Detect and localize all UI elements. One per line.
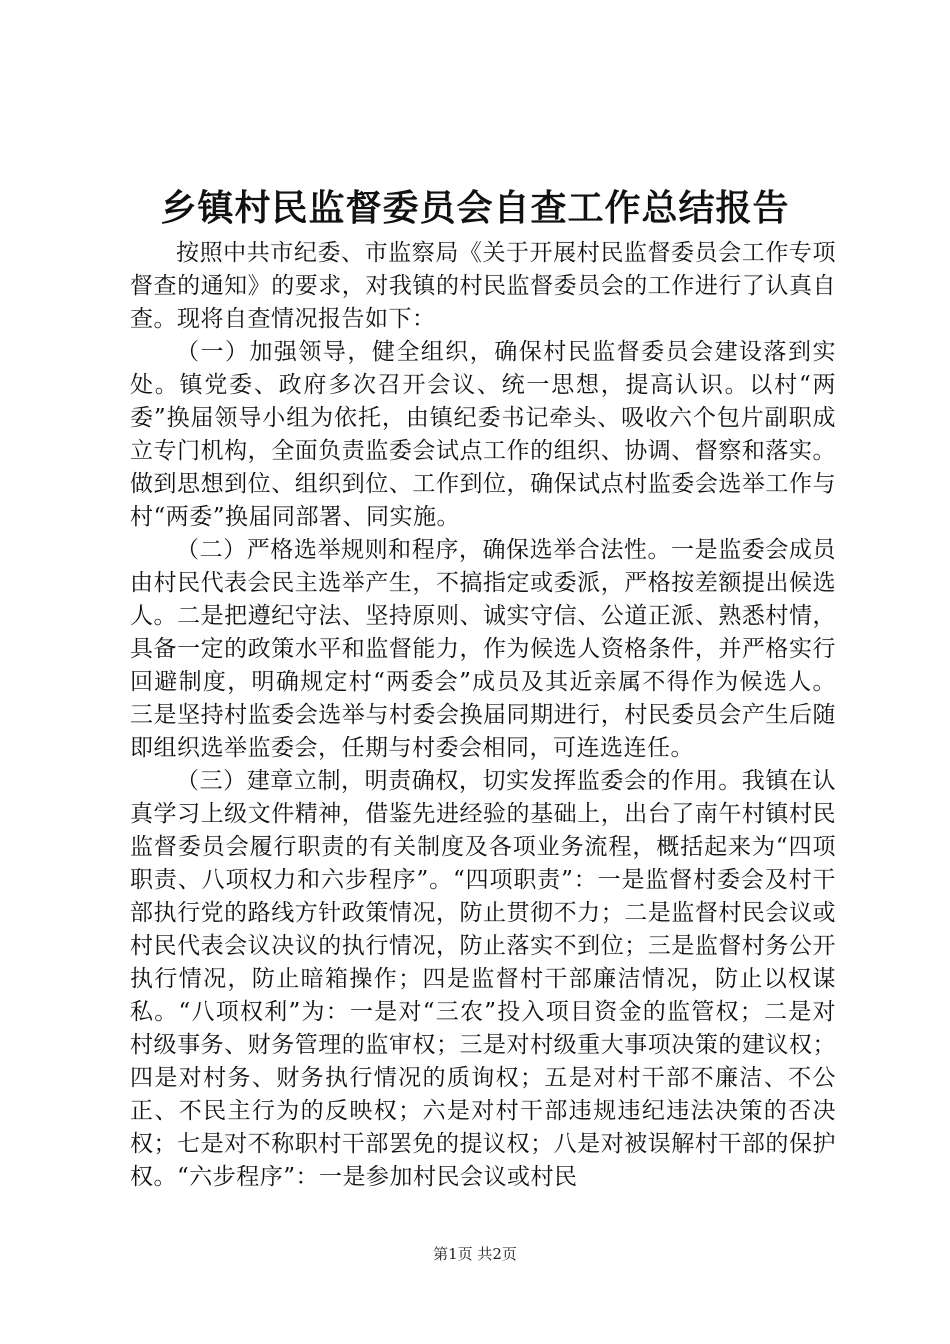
document-body — [130, 237, 836, 1194]
paragraph-section-1: （一）加强领导，健全组织，确保村民监督委员会建设落到实处。镇党委、政府多次召开会议、统一思想，提高认识。以村“两委”换届领导小组为依托，由镇纪委书记牵头、吸收六个包片副职成立专门机构，全面负责监委会试点工作的组织、协调、督察和落实。做到思想到位、组织到位、工作到位，确保试点村监委会选举工作与村“两委”换届同部署、同实施。 — [130, 339, 836, 530]
page-number-footer: 第1页 共2页 — [433, 1245, 517, 1263]
document-title: 乡镇村民监督委员会自查工作总结报告 — [160, 187, 790, 229]
paragraph-section-3: （三）建章立制，明责确权，切实发挥监委会的作用。我镇在认真学习上级文件精神，借鉴先进经验的基础上，出台了南午村镇村民监督委员会履行职责的有关制度及各项业务流程，概括起来为“四项职责、八项权力和六步程序”。“四项职责”：一是监督村委会及村干部执行党的路线方针政策情况，防止贯彻不力；二是监督村民会议或村民代表会议决议的执行情况，防止落实不到位；三是监督村务公开执行情况，防止暗箱操作；四是监督村干部廉洁情况，防止以权谋私。“八项权利”为：一是对“三农”投入项目资金的监管权；二是对村级事务、财务管理的监审权；三是对村级重大事项决策的建议权；四是对村务、财务执行情况的质询权；五是对村干部不廉洁、不公正、不民主行为的反映权；六是对村干部违规违纪违法决策的否决权；七是对不称职村干部罢免的提议权；八是对被误解村干部的保护权。“六步程序”：一是参加村民会议或村民 — [130, 768, 836, 1190]
paragraph-intro: 按照中共市纪委、市监察局《关于开展村民监督委员会工作专项督查的通知》的要求，对我镇的村民监督委员会的工作进行了认真自查。现将自查情况报告如下： — [130, 240, 836, 332]
paragraph-section-2: （二）严格选举规则和程序，确保选举合法性。一是监委会成员由村民代表会民主选举产生，不搞指定或委派，严格按差额提出候选人。二是把遵纪守法、坚持原则、诚实守信、公道正派、熟悉村情，具备一定的政策水平和监督能力，作为候选人资格条件，并严格实行回避制度，明确规定村“两委会”成员及其近亲属不得作为候选人。三是坚持村监委会选举与村委会换届同期进行，村民委员会产生后随即组织选举监委会，任期与村委会相同，可连选连任。 — [130, 537, 836, 761]
